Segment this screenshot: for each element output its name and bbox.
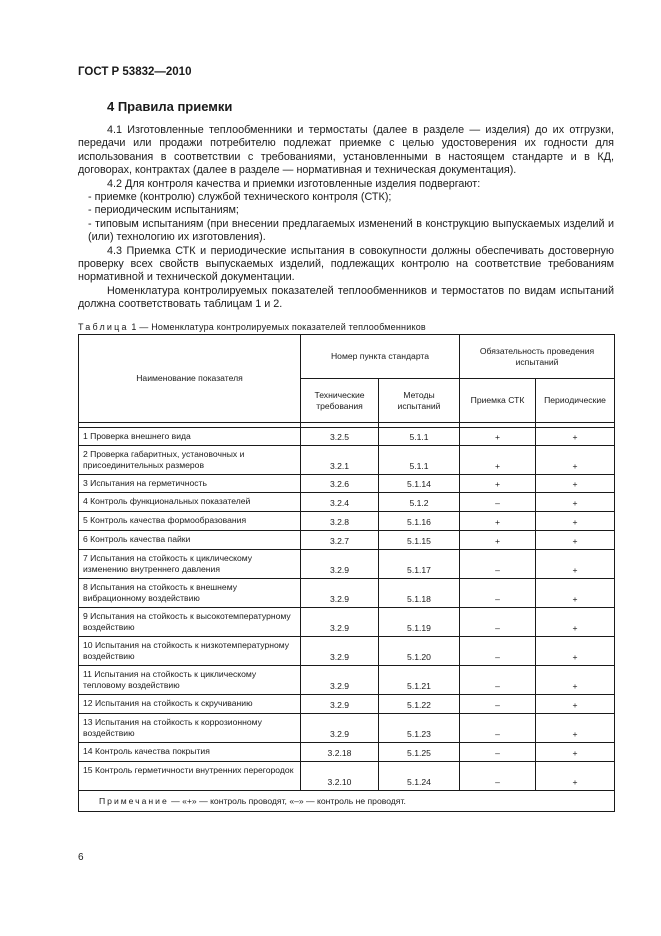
test-method-cell: 5.1.15 <box>379 531 460 550</box>
stk-mark-cell: + <box>460 428 536 446</box>
periodic-mark-cell: + <box>536 666 615 695</box>
test-method-cell: 5.1.16 <box>379 512 460 531</box>
tech-requirement-cell: 3.2.8 <box>301 512 379 531</box>
test-method-cell: 5.1.24 <box>379 762 460 791</box>
table-note-word: Примечание <box>99 796 169 806</box>
tech-requirement-cell: 3.2.9 <box>301 637 379 666</box>
header-indicator-name: Наименование показателя <box>79 335 301 423</box>
paragraph-4-2: 4.2 Для контроля качества и приемки изготовленные изделия подвергают: <box>107 177 481 190</box>
table-row <box>79 608 615 637</box>
indicator-name-cell: 3 Испытания на герметичность <box>79 475 301 493</box>
test-method-cell: 5.1.1 <box>379 428 460 446</box>
periodic-mark-cell: + <box>536 743 615 762</box>
test-method-cell: 5.1.22 <box>379 695 460 714</box>
indicator-name-cell: 7 Испытания на стойкость к циклическому изменению внутреннего давления <box>79 550 301 579</box>
indicator-name-cell: 15 Контроль герметичности внутренних перегородок <box>79 762 301 791</box>
stk-mark-cell: – <box>460 637 536 666</box>
stk-mark-cell: – <box>460 714 536 743</box>
table-caption <box>78 322 426 332</box>
header-test-methods: Методы испытаний <box>379 379 460 423</box>
indicator-name-cell: 10 Испытания на стойкость к низкотемпературному воздействию <box>79 637 301 666</box>
paragraph-4-1: 4.1 Изготовленные теплообменники и термостаты (далее в разделе — изделия) до их отгрузки, передачи или продажи потребителю подлежат приемке с целью удостоверения их годности для использования в соответствии с требованиями, установленными в настоящем стандарте и в КД, договорах, контрактах (далее в разделе — нормативная и техническая документация). <box>78 124 614 177</box>
test-method-cell: 5.1.23 <box>379 714 460 743</box>
table-caption-text: 1 — Номенклатура контролируемых показателей теплообменников <box>131 322 426 332</box>
indicator-name-cell: 14 Контроль качества покрытия <box>79 743 301 762</box>
stk-mark-cell: – <box>460 493 536 512</box>
stk-mark-cell: + <box>460 531 536 550</box>
table-row <box>79 531 615 550</box>
periodic-mark-cell: + <box>536 762 615 791</box>
test-method-cell: 5.1.25 <box>379 743 460 762</box>
table-note-text: — «+» — контроль проводят, «–» — контроль не проводят. <box>168 796 406 806</box>
table-row <box>79 762 615 791</box>
table-row <box>79 493 615 512</box>
table-row <box>79 579 615 608</box>
indicator-name-cell: 13 Испытания на стойкость к коррозионному воздействию <box>79 714 301 743</box>
table-row <box>79 475 615 493</box>
stk-mark-cell: – <box>460 666 536 695</box>
tech-requirement-cell: 3.2.5 <box>301 428 379 446</box>
table-row <box>79 714 615 743</box>
list-item-stk: - приемке (контролю) службой технического контроля (СТК); <box>88 191 392 204</box>
tech-requirement-cell: 3.2.6 <box>301 475 379 493</box>
stk-mark-cell: – <box>460 579 536 608</box>
header-mandatory-tests: Обязательность проведения испытаний <box>460 335 615 379</box>
list-item-periodic: - периодическим испытаниям; <box>88 204 239 217</box>
test-method-cell: 5.1.2 <box>379 493 460 512</box>
table-note-row <box>79 791 615 812</box>
periodic-mark-cell: + <box>536 695 615 714</box>
test-method-cell: 5.1.14 <box>379 475 460 493</box>
section-body <box>78 124 614 312</box>
tech-requirement-cell: 3.2.9 <box>301 608 379 637</box>
table-row <box>79 550 615 579</box>
tech-requirement-cell: 3.2.9 <box>301 550 379 579</box>
periodic-mark-cell: + <box>536 608 615 637</box>
section-title: 4 Правила приемки <box>107 99 233 114</box>
stk-mark-cell: – <box>460 762 536 791</box>
indicator-name-cell: 1 Проверка внешнего вида <box>79 428 301 446</box>
test-method-cell: 5.1.19 <box>379 608 460 637</box>
header-tech-requirements: Технические требования <box>301 379 379 423</box>
test-method-cell: 5.1.20 <box>379 637 460 666</box>
tech-requirement-cell: 3.2.9 <box>301 579 379 608</box>
periodic-mark-cell: + <box>536 579 615 608</box>
indicator-name-cell: 9 Испытания на стойкость к высокотемпературному воздействию <box>79 608 301 637</box>
periodic-mark-cell: + <box>536 550 615 579</box>
indicator-name-cell: 11 Испытания на стойкость к циклическому тепловому воздействию <box>79 666 301 695</box>
table-row <box>79 743 615 762</box>
stk-mark-cell: + <box>460 512 536 531</box>
periodic-mark-cell: + <box>536 493 615 512</box>
tech-requirement-cell: 3.2.9 <box>301 695 379 714</box>
periodic-mark-cell: + <box>536 637 615 666</box>
tech-requirement-cell: 3.2.7 <box>301 531 379 550</box>
stk-mark-cell: – <box>460 743 536 762</box>
tech-requirement-cell: 3.2.4 <box>301 493 379 512</box>
periodic-mark-cell: + <box>536 531 615 550</box>
list-item-type: - типовым испытаниям (при внесении предлагаемых изменений в конструкцию выпускаемых изделий и (или) технологию их изготовления). <box>88 217 614 244</box>
periodic-mark-cell: + <box>536 428 615 446</box>
stk-mark-cell: + <box>460 475 536 493</box>
document-code: ГОСТ Р 53832—2010 <box>78 66 192 78</box>
header-stk-acceptance: Приемка СТК <box>460 379 536 423</box>
table-row <box>79 428 615 446</box>
stk-mark-cell: – <box>460 695 536 714</box>
table-row <box>79 512 615 531</box>
header-standard-clause: Номер пункта стандарта <box>301 335 460 379</box>
indicator-name-cell: 8 Испытания на стойкость к внешнему вибрационному воздействию <box>79 579 301 608</box>
header-periodic: Периодические <box>536 379 615 423</box>
tech-requirement-cell: 3.2.1 <box>301 446 379 475</box>
stk-mark-cell: – <box>460 550 536 579</box>
table-row <box>79 637 615 666</box>
tech-requirement-cell: 3.2.10 <box>301 762 379 791</box>
nomenclature-table <box>78 334 615 812</box>
tech-requirement-cell: 3.2.9 <box>301 714 379 743</box>
test-method-cell: 5.1.21 <box>379 666 460 695</box>
tech-requirement-cell: 3.2.9 <box>301 666 379 695</box>
table-note <box>79 791 615 812</box>
table-row <box>79 666 615 695</box>
test-method-cell: 5.1.1 <box>379 446 460 475</box>
periodic-mark-cell: + <box>536 475 615 493</box>
periodic-mark-cell: + <box>536 446 615 475</box>
indicator-name-cell: 4 Контроль функциональных показателей <box>79 493 301 512</box>
table-row <box>79 695 615 714</box>
tech-requirement-cell: 3.2.18 <box>301 743 379 762</box>
indicator-name-cell: 12 Испытания на стойкость к скручиванию <box>79 695 301 714</box>
stk-mark-cell: – <box>460 608 536 637</box>
indicator-name-cell: 2 Проверка габаритных, установочных и присоединительных размеров <box>79 446 301 475</box>
table-caption-word: Таблица <box>78 322 129 332</box>
indicator-name-cell: 5 Контроль качества формообразования <box>79 512 301 531</box>
indicator-name-cell: 6 Контроль качества пайки <box>79 531 301 550</box>
test-method-cell: 5.1.18 <box>379 579 460 608</box>
stk-mark-cell: + <box>460 446 536 475</box>
test-method-cell: 5.1.17 <box>379 550 460 579</box>
periodic-mark-cell: + <box>536 512 615 531</box>
table-row <box>79 446 615 475</box>
page-number: 6 <box>78 852 84 863</box>
paragraph-nomenclature: Номенклатура контролируемых показателей теплообменников и термостатов по видам испытаний должна соответствовать таблицам 1 и 2. <box>78 284 614 311</box>
paragraph-4-3: 4.3 Приемка СТК и периодические испытания в совокупности должны обеспечивать достоверную проверку всех свойств выпускаемых изделий, подлежащих контролю на соответствие требованиям нормативной и технической документации. <box>78 244 614 284</box>
periodic-mark-cell: + <box>536 714 615 743</box>
